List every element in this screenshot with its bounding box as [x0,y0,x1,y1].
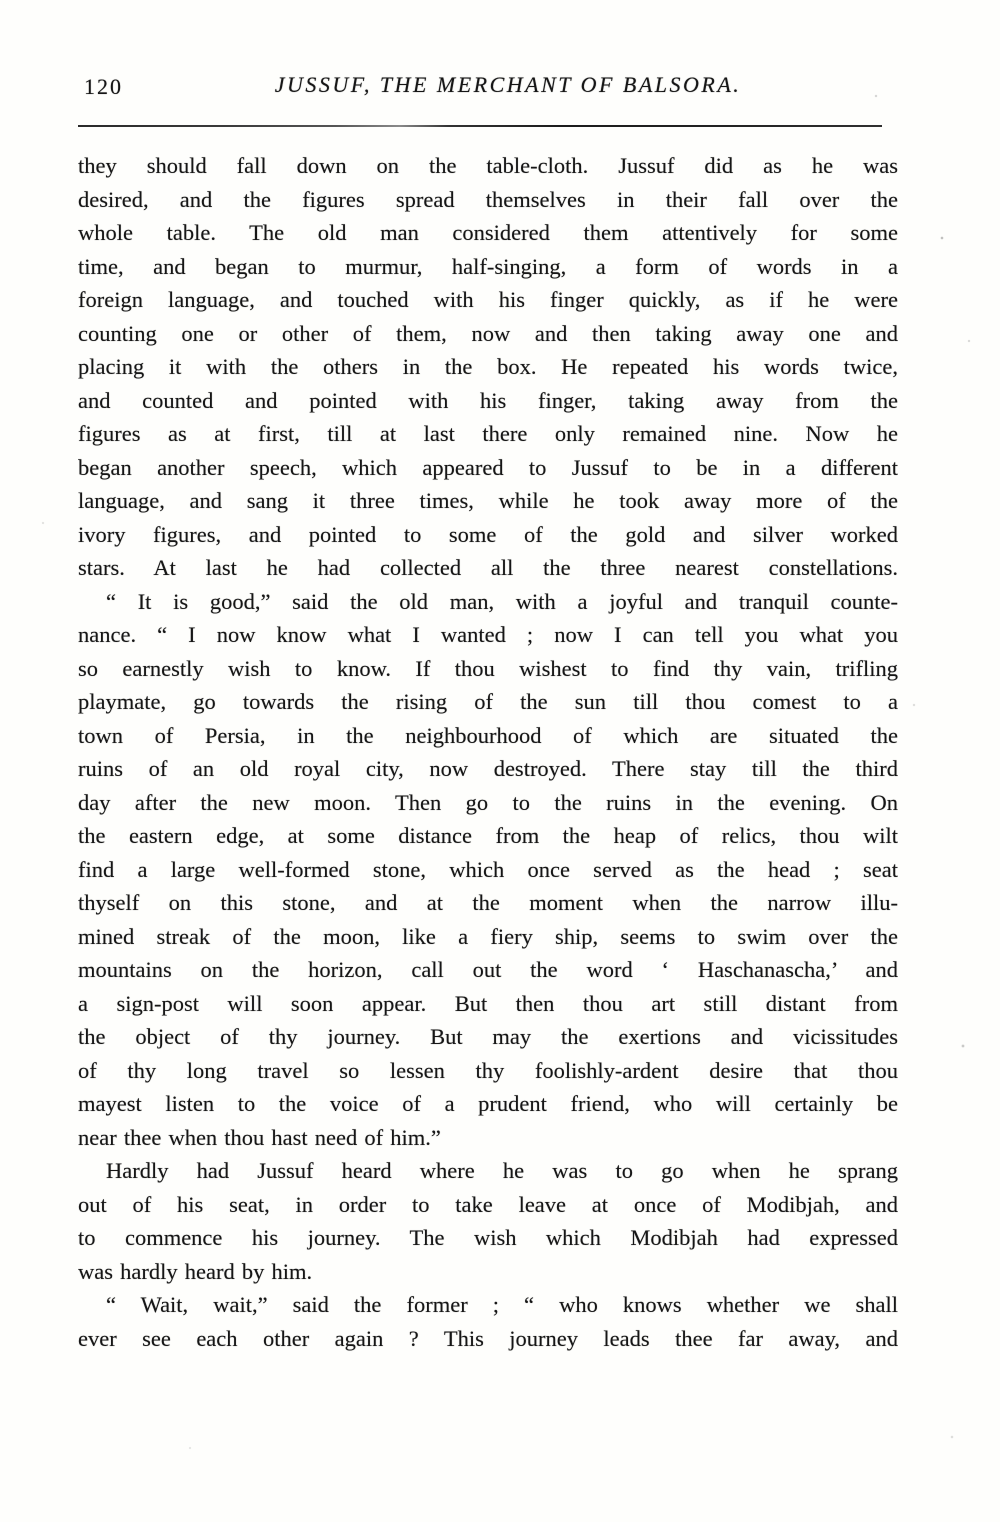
text-line: they should fall down on the table-cloth. Jussuf did as he was [78,153,898,178]
text-line: figures as at first, till at last there only remained nine. Now he [78,421,898,446]
text-line: mayest listen to the voice of a prudent friend, who will certainly be [78,1091,898,1116]
text-line: to commence his journey. The wish which Modibjah had expressed [78,1225,898,1250]
page-body [78,149,898,1355]
text-line: of thy long travel so lessen thy foolishly-ardent desire that thou [78,1057,898,1083]
text-line: playmate, go towards the rising of the sun till thou comest to a [78,689,898,714]
text-line: the object of thy journey. But may the exertions and vicissitudes [78,1024,898,1049]
text-line: ivory figures, and pointed to some of the gold and silver worked [78,521,898,547]
text-line: town of Persia, in the neighbourhood of which are situated the [78,722,898,748]
text-line: “ It is good,” said the old man, with a joyful and tranquil counte- [106,588,898,614]
text-line: thyself on this stone, and at the moment when the narrow illu- [78,890,898,915]
header-rule [78,125,882,127]
running-title: JUSSUF, THE MERCHANT OF BALSORA. [274,72,742,97]
text-line: the eastern edge, at some distance from the heap of relics, thou wilt [78,823,898,848]
text-line: mined streak of the moon, like a fiery ship, seems to swim over the [78,923,898,949]
text-line: desired, and the figures spread themselves in their fall over the [78,186,898,212]
paragraph [78,1154,898,1288]
text-line: Hardly had Jussuf heard where he was to go when he sprang [106,1158,898,1183]
text-line: find a large well-formed stone, which once served as the head ; seat [78,856,898,882]
text-line: language, and sang it three times, while he took away more of the [78,488,898,513]
text-line: day after the new moon. Then go to the ruins in the evening. On [78,789,898,815]
text-line: placing it with the others in the box. He repeated his words twice, [78,354,898,379]
text-line: stars. At last he had collected all the three nearest constellations. [78,555,898,580]
text-line: nance. “ I now know what I wanted ; now I can tell you what you [78,622,898,647]
text-line: out of his seat, in order to take leave at once of Modibjah, and [78,1191,898,1217]
text-line: foreign language, and touched with his finger quickly, as if he were [78,287,898,312]
text-line: mountains on the horizon, call out the word ‘ Haschanascha,’ and [78,957,898,982]
text-line: near thee when thou hast need of him.” [78,1124,441,1150]
text-line: began another speech, which appeared to Jussuf to be in a different [78,454,898,480]
paragraph [78,149,898,585]
text-line: a sign-post will soon appear. But then thou art still distant from [78,990,898,1016]
page-header [78,72,898,108]
text-line: and counted and pointed with his finger, taking away from the [78,387,898,413]
text-line: ever see each other again ? This journey leads thee far away, and [78,1325,898,1351]
text-line: “ Wait, wait,” said the former ; “ who knows whether we shall [106,1292,898,1317]
text-line: was hardly heard by him. [78,1258,313,1284]
paragraph [78,585,898,1155]
paragraph [78,1288,898,1355]
text-line: ruins of an old royal city, now destroyed. There stay till the third [78,756,898,781]
page-number: 120 [84,74,123,99]
text-line: whole table. The old man considered them attentively for some [78,220,898,245]
text-line: so earnestly wish to know. If thou wishest to find thy vain, trifling [78,655,898,681]
text-line: counting one or other of them, now and then taking away one and [78,320,898,346]
text-line: time, and began to murmur, half-singing, a form of words in a [78,253,898,279]
